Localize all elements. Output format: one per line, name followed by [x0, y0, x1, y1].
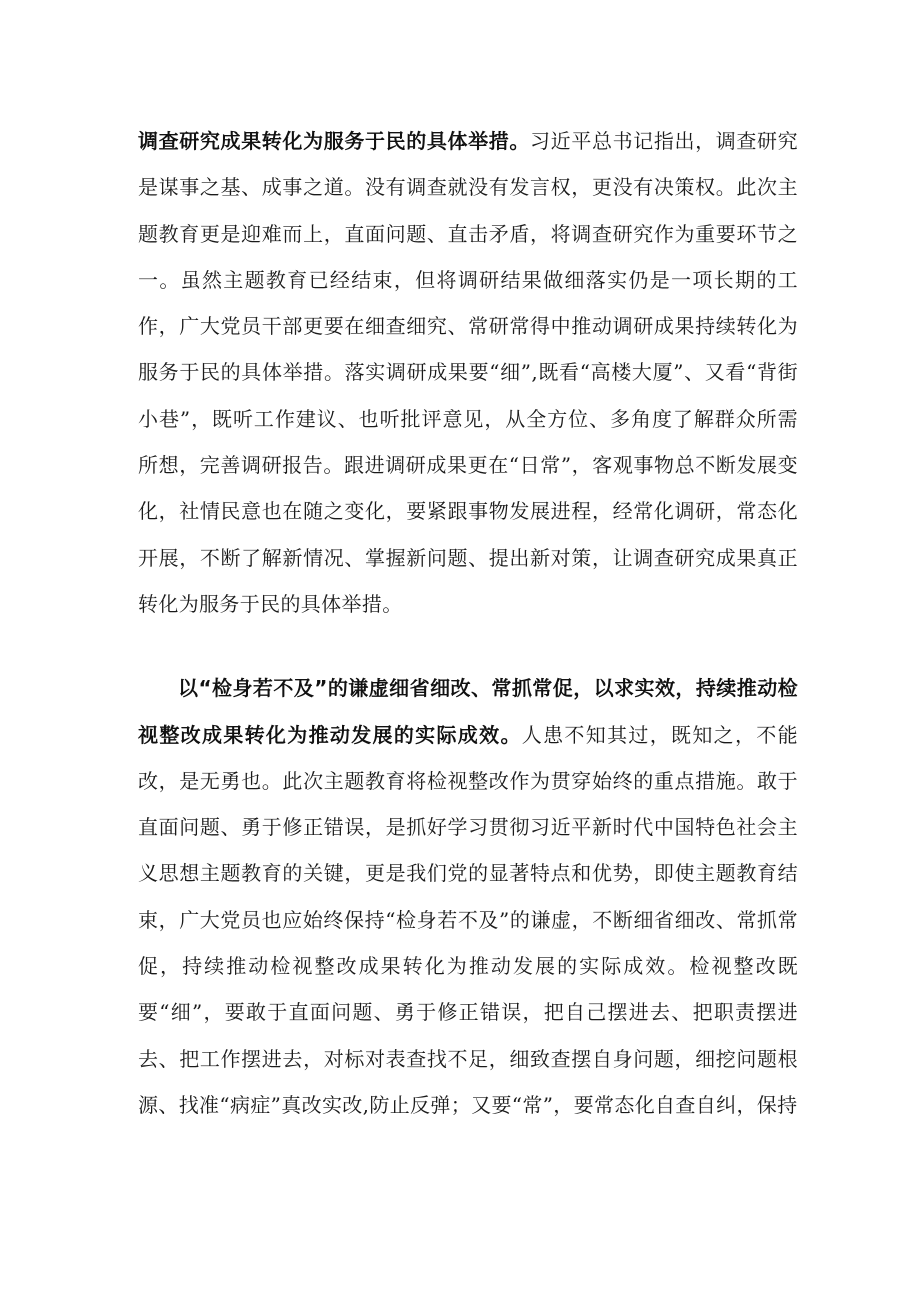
document-page: [138, 118, 798, 1128]
paragraph-body-text: 习近平总书记指出，调查研究是谋事之基、成事之道。没有调查就没有发言权，更没有决策权。此次主题教育更是迎难而上，直面问题、直击矛盾，将调查研究作为重要环节之一。虽然主题教育已经结束，但将调研结果做细落实仍是一项长期的工作，广大党员干部更要在细查细究、常研常得中推动调研成果持续转化为服务于民的具体举措。落实调研成果要“细”,既看“高楼大厦”、又看“背街小巷”，既听工作建议、也听批评意见，从全方位、多角度了解群众所需所想，完善调研报告。跟进调研成果更在“日常”，客观事物总不断发展变化，社情民意也在随之变化，要紧跟事物发展进程，经常化调研，常态化开展，不断了解新情况、掌握新问题、提出新对策，让调查研究成果真正转化为服务于民的具体举措。: [138, 129, 798, 616]
paragraph-lead-heading: 以“检身若不及”的谦虚细省细改、常抓常促，以求实效，持续推动检视整改成果转化为推动发展的实际成效。: [138, 676, 798, 747]
paragraph-research-results: [138, 118, 798, 627]
paragraph-lead-heading: 调查研究成果转化为服务于民的具体举措。: [138, 129, 531, 153]
paragraph-rectification-results: [138, 665, 798, 1128]
paragraph-body-text: 人患不知其过，既知之，不能改，是无勇也。此次主题教育将检视整改作为贯穿始终的重点措施。敢于直面问题、勇于修正错误，是抓好学习贯彻习近平新时代中国特色社会主义思想主题教育的关键，更是我们党的显著特点和优势，即使主题教育结束，广大党员也应始终保持“检身若不及”的谦虚，不断细省细改、常抓常促，持续推动检视整改成果转化为推动发展的实际成效。检视整改既要“细”，要敢于直面问题、勇于修正错误，把自己摆进去、把职责摆进去、把工作摆进去，对标对表查找不足，细致查摆自身问题，细挖问题根源、找准“病症”真改实改,防止反弹；又要“常”，要常态化自查自纠，保持: [138, 722, 798, 1117]
